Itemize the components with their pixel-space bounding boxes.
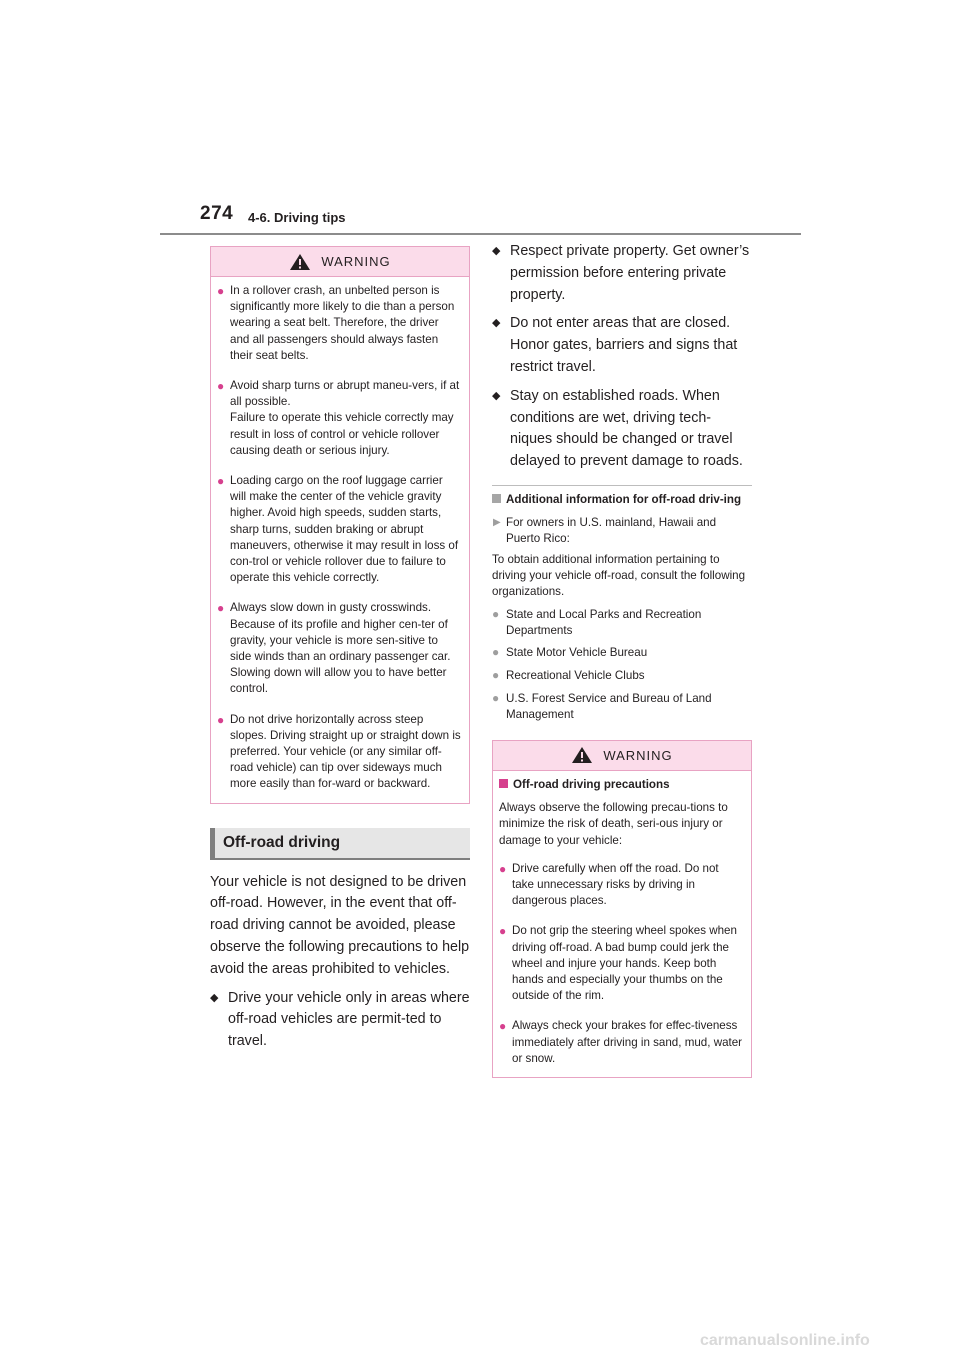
warning-item-text: Loading cargo on the roof luggage carrier will make the center of the vehicle gravity higher. Avoid high speeds, sudden starts, sharp turns, sudden braking or abrupt maneuvers, otherwise it may result in loss of con-trol or vehicle rollover due to failure to operate this vehicle correctly. — [230, 474, 459, 585]
bullet-dot-icon: ● — [492, 691, 500, 706]
owners-note-text: For owners in U.S. mainland, Hawaii and Puerto Rico: — [506, 516, 717, 545]
organization-text: U.S. Forest Service and Bureau of Land Management — [506, 692, 712, 721]
diamond-bullet-icon: ◆ — [492, 317, 501, 330]
bullet-dot-icon: ● — [217, 601, 225, 616]
offroad-bullet — [210, 988, 470, 1053]
diamond-bullet-icon: ◆ — [492, 245, 501, 257]
warning-triangle-icon — [289, 253, 311, 271]
warning-body — [211, 277, 469, 803]
warning-item-text: Always check your brakes for effec-tiveness immediately after driving in sand, mud, water or snow. — [512, 1019, 743, 1065]
right-column — [492, 241, 752, 1078]
warning-triangle-icon — [571, 746, 593, 764]
owners-note — [492, 515, 752, 546]
bullet-dot-icon: ● — [217, 379, 225, 394]
warning-title: WARNING — [603, 747, 673, 763]
additional-info-paragraph: To obtain additional information pertaining to driving your vehicle off-road, consult the following organizations. — [492, 553, 746, 599]
section-title: 4-6. Driving tips — [248, 210, 346, 225]
bullet-dot-icon: ● — [217, 284, 225, 298]
warning-item — [499, 923, 743, 1004]
warning-item-text: Do not grip the steering wheel spokes when driving off-road. A bad bump could jerk the wheel and injure your hands. Keep both hands and especially your thumbs on the outside of the rim. — [512, 924, 737, 1003]
bullet-dot-icon: ● — [499, 924, 507, 939]
page-number: 274 — [200, 203, 234, 224]
section-divider — [492, 485, 752, 486]
diamond-bullet-icon: ◆ — [210, 991, 219, 1004]
offroad-bullet-text: Respect private property. Get owner’s permission before entering private property. — [510, 243, 750, 303]
offroad-bullet-text: Stay on established roads. When conditions are wet, driving tech-niques should be changed or travel delayed to prevent damage to roads. — [510, 387, 743, 470]
warning-item — [217, 600, 461, 697]
square-bullet-icon — [492, 494, 501, 503]
bullet-dot-icon: ● — [217, 474, 225, 489]
offroad-bullet — [492, 241, 752, 306]
organization-item — [492, 691, 752, 723]
warning-header — [493, 741, 751, 771]
warning-header — [211, 247, 469, 277]
warning-body — [493, 771, 751, 1077]
warning-item-text: Do not drive horizontally across steep slopes. Driving straight up or straight down is preferred. Your vehicle (or any similar off-road vehicle) can tip over sideways much more easily than for-ward or backward. — [230, 712, 461, 791]
triangle-bullet-icon: ▶ — [493, 517, 501, 529]
bullet-dot-icon: ● — [217, 712, 225, 727]
diamond-bullet-icon: ◆ — [492, 389, 501, 402]
bullet-dot-icon: ● — [492, 606, 500, 621]
organization-item — [492, 645, 752, 661]
warning-item — [217, 473, 461, 586]
header-divider — [160, 233, 801, 235]
organization-item — [492, 668, 752, 684]
warning-intro: Always observe the following precau-tions to minimize the risk of death, seri-ous injury or damage to your vehicle: — [499, 801, 728, 847]
offroad-bullet-text: Drive your vehicle only in areas where off-road vehicles are permit-ted to travel. — [228, 989, 470, 1050]
square-bullet-icon — [499, 779, 508, 788]
warning-item-text: Drive carefully when off the road. Do not take unnecessary risks by driving in dangerous places. — [512, 861, 719, 908]
organization-text: Recreational Vehicle Clubs — [506, 669, 645, 683]
warning-box-rollover — [210, 246, 470, 804]
bullet-dot-icon: ● — [492, 645, 500, 660]
warning-title: WARNING — [321, 254, 391, 269]
bullet-dot-icon: ● — [499, 1019, 507, 1034]
organization-item — [492, 607, 752, 639]
warning-item — [217, 283, 461, 364]
warning-item — [499, 1018, 743, 1067]
watermark-logo — [700, 1330, 910, 1350]
additional-info-heading — [492, 492, 752, 508]
warning-item — [499, 861, 743, 910]
warning-item-text: Avoid sharp turns or abrupt maneu-vers, if at all possible. Failure to operate this vehicle correctly may result in loss of control or vehicle rollover causing death or serious injury. — [230, 379, 460, 457]
offroad-bullet — [492, 313, 752, 378]
warning-box-offroad — [492, 740, 752, 1078]
warning-item — [217, 712, 461, 793]
organization-text: State and Local Parks and Recreation Departments — [506, 607, 702, 637]
left-column — [210, 246, 470, 1053]
offroad-bullet — [492, 386, 752, 473]
bullet-dot-icon: ● — [499, 861, 507, 876]
page-header — [0, 0, 960, 240]
offroad-intro: Your vehicle is not designed to be driven off-road. However, in the event that off-road driving cannot be avoided, please observe the following precautions to help avoid the areas prohibited to vehicles. — [210, 873, 470, 977]
warning-item — [217, 378, 461, 459]
offroad-heading: Off-road driving — [210, 828, 470, 860]
watermark-text: carmanualsonline.info — [700, 1332, 870, 1349]
organization-text: State Motor Vehicle Bureau — [506, 646, 648, 660]
offroad-bullet-text: Do not enter areas that are closed. Honor gates, barriers and signs that restrict travel. — [510, 315, 738, 375]
warning-subheading — [499, 777, 743, 793]
bullet-dot-icon: ● — [492, 668, 500, 683]
warning-item-text: Always slow down in gusty crosswinds. Because of its profile and higher cen-ter of gravity, your vehicle is more sen-sitive to side winds than an ordinary passenger car. Slowing down will allow you to have better control. — [230, 601, 451, 696]
warning-subheading-text: Off-road driving precautions — [513, 777, 670, 791]
warning-item-text: In a rollover crash, an unbelted person is significantly more likely to die than a person wearing a seat belt. Therefore, the driver and all passengers should always fasten their seat belts. — [230, 284, 455, 362]
additional-info-heading-text: Additional information for off-road driv-ing — [506, 492, 742, 506]
